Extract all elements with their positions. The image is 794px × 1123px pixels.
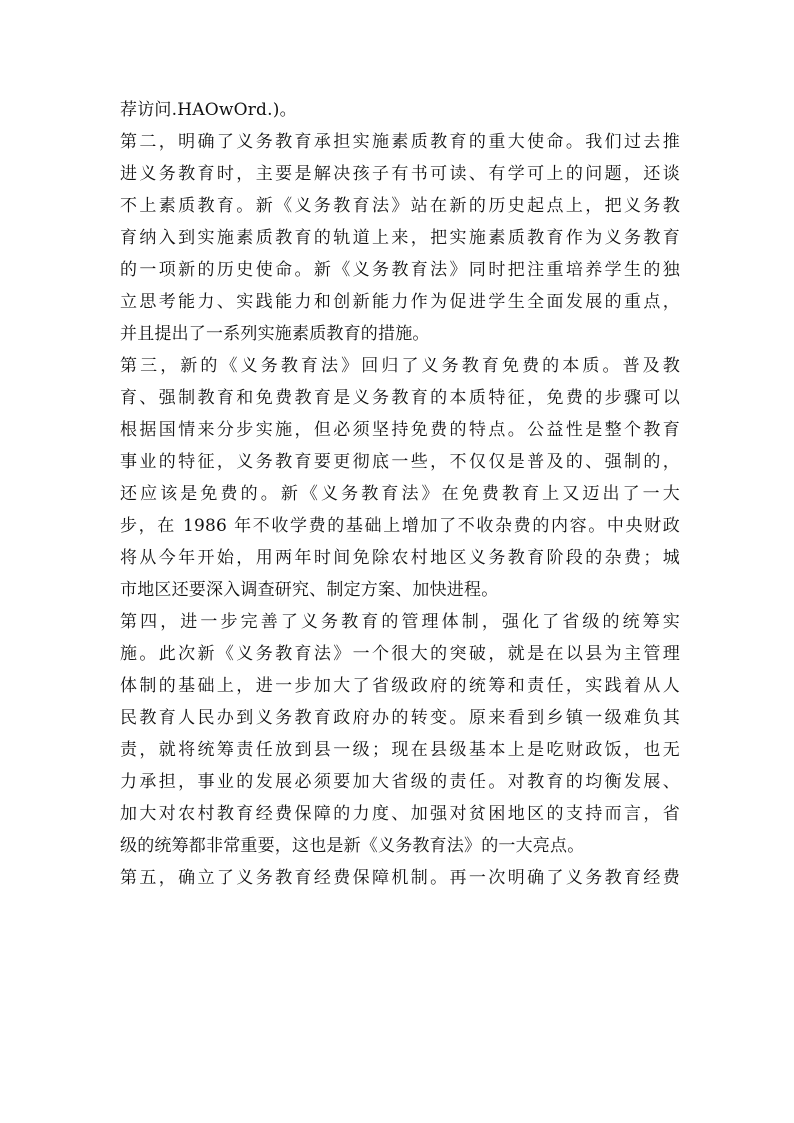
text-line: 第五，确立了义务教育经费保障机制。再一次明确了义务教育经费 [120, 868, 680, 888]
text-line: 力承担，事业的发展必须要加大省级的责任。对教育的均衡发展、 [120, 772, 680, 792]
text-line: 第二，明确了义务教育承担实施素质教育的重大使命。我们过去推 [120, 132, 680, 152]
text-line: 还应该是免费的。新《义务教育法》在免费教育上又迈出了一大 [120, 484, 680, 504]
text-line: 事业的特征，义务教育要更彻底一些，不仅仅是普及的、强制的， [120, 452, 680, 472]
text-line: 育、强制教育和免费教育是义务教育的本质特征，免费的步骤可以 [120, 388, 680, 408]
text-line: 第三，新的《义务教育法》回归了义务教育免费的本质。普及教 [120, 356, 680, 376]
text-line: 根据国情来分步实施，但必须坚持免费的特点。公益性是整个教育 [120, 420, 680, 440]
text-line: 荐访问.HAOwOrd.)。 [120, 100, 297, 120]
text-line: 不上素质教育。新《义务教育法》站在新的历史起点上，把义务教 [120, 196, 680, 216]
body-text [120, 94, 680, 894]
text-line: 育纳入到实施素质教育的轨道上来，把实施素质教育作为义务教育 [120, 228, 680, 248]
text-line: 的一项新的历史使命。新《义务教育法》同时把注重培养学生的独 [120, 260, 680, 280]
text-line: 第四，进一步完善了义务教育的管理体制，强化了省级的统筹实 [120, 612, 680, 632]
text-line: 级的统筹都非常重要，这也是新《义务教育法》的一大亮点。 [120, 836, 585, 856]
text-line: 民教育人民办到义务教育政府办的转变。原来看到乡镇一级难负其 [120, 708, 680, 728]
text-line: 步，在 1986 年不收学费的基础上增加了不收杂费的内容。中央财政 [120, 516, 680, 536]
text-line: 体制的基础上，进一步加大了省级政府的统筹和责任，实践着从人 [120, 676, 680, 696]
text-line: 责，就将统筹责任放到县一级；现在县级基本上是吃财政饭，也无 [120, 740, 680, 760]
text-line: 进义务教育时，主要是解决孩子有书可读、有学可上的问题，还谈 [120, 164, 680, 184]
text-line: 施。此次新《义务教育法》一个很大的突破，就是在以县为主管理 [120, 644, 680, 664]
text-line: 立思考能力、实践能力和创新能力作为促进学生全面发展的重点， [120, 292, 680, 312]
text-line: 将从今年开始，用两年时间免除农村地区义务教育阶段的杂费；城 [120, 548, 680, 568]
text-line: 市地区还要深入调查研究、制定方案、加快进程。 [120, 580, 499, 600]
text-line: 加大对农村教育经费保障的力度、加强对贫困地区的支持而言，省 [120, 804, 680, 824]
text-line: 并且提出了一系列实施素质教育的措施。 [120, 324, 430, 344]
